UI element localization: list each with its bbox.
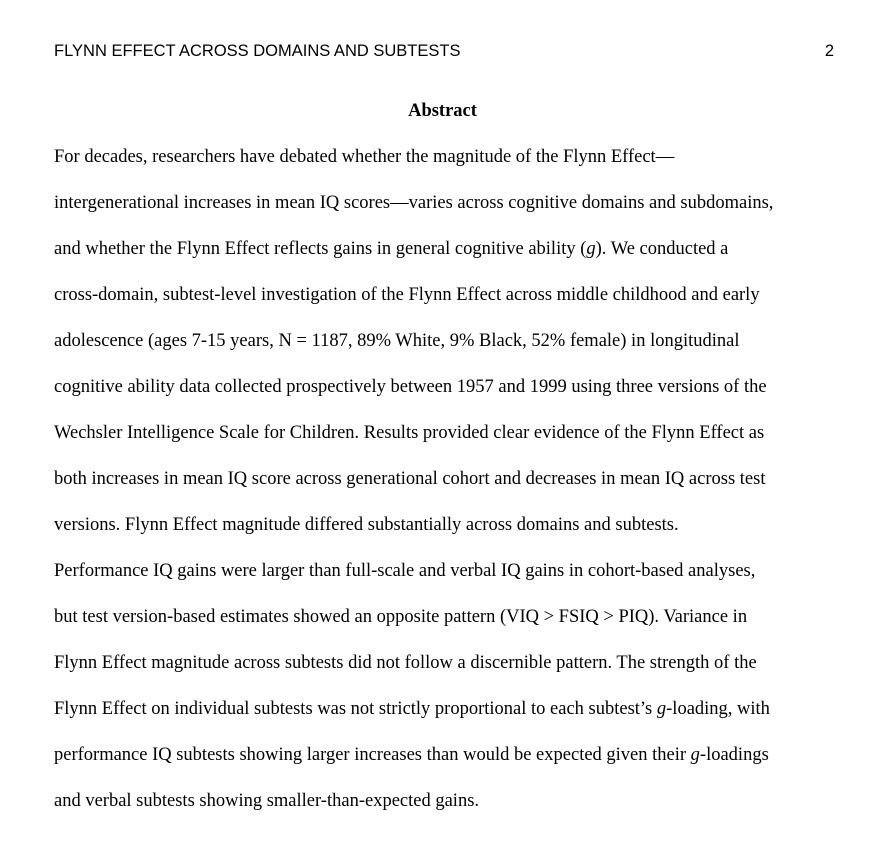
abstract-line: For decades, researchers have debated whether the magnitude of the Flynn Effect— [54, 147, 675, 167]
abstract-line: and verbal subtests showing smaller-than-expected gains. [54, 791, 480, 811]
abstract-body [54, 145, 854, 835]
abstract-line: adolescence (ages 7-15 years, N = 1187, 89% White, 9% Black, 52% female) in longitudinal [54, 331, 740, 351]
abstract-line: but test version-based estimates showed an opposite pattern (VIQ > FSIQ > PIQ). Variance in [54, 607, 748, 627]
abstract-line: cognitive ability data collected prospectively between 1957 and 1999 using three versions of the [54, 377, 767, 397]
abstract-line: both increases in mean IQ score across generational cohort and decreases in mean IQ across test [54, 469, 766, 489]
italic-g: g [656, 699, 667, 719]
italic-g: g [586, 239, 596, 259]
italic-g: g [690, 745, 700, 765]
page-number: 2 [824, 42, 834, 60]
abstract-line: Performance IQ gains were larger than full-scale and verbal IQ gains in cohort-based analyses, [54, 561, 756, 581]
abstract-line: Wechsler Intelligence Scale for Children. Results provided clear evidence of the Flynn Effect as [54, 423, 765, 443]
abstract-line: versions. Flynn Effect magnitude differed substantially across domains and subtests. [54, 515, 679, 535]
abstract-title: Abstract [408, 101, 477, 121]
abstract-line: and whether the Flynn Effect reflects gains in general cognitive ability (g). We conducted a [54, 239, 729, 259]
running-head: FLYNN EFFECT ACROSS DOMAINS AND SUBTESTS [54, 42, 461, 60]
abstract-line: Flynn Effect magnitude across subtests did not follow a discernible pattern. The strength of the [54, 653, 757, 673]
abstract-line: Flynn Effect on individual subtests was not strictly proportional to each subtest’s g-loading, with [54, 699, 770, 719]
abstract-line: cross-domain, subtest-level investigation of the Flynn Effect across middle childhood and early [54, 285, 760, 305]
abstract-line: intergenerational increases in mean IQ scores—varies across cognitive domains and subdomains, [54, 193, 774, 213]
abstract-line: performance IQ subtests showing larger increases than would be expected given their g-loadings [54, 745, 769, 765]
